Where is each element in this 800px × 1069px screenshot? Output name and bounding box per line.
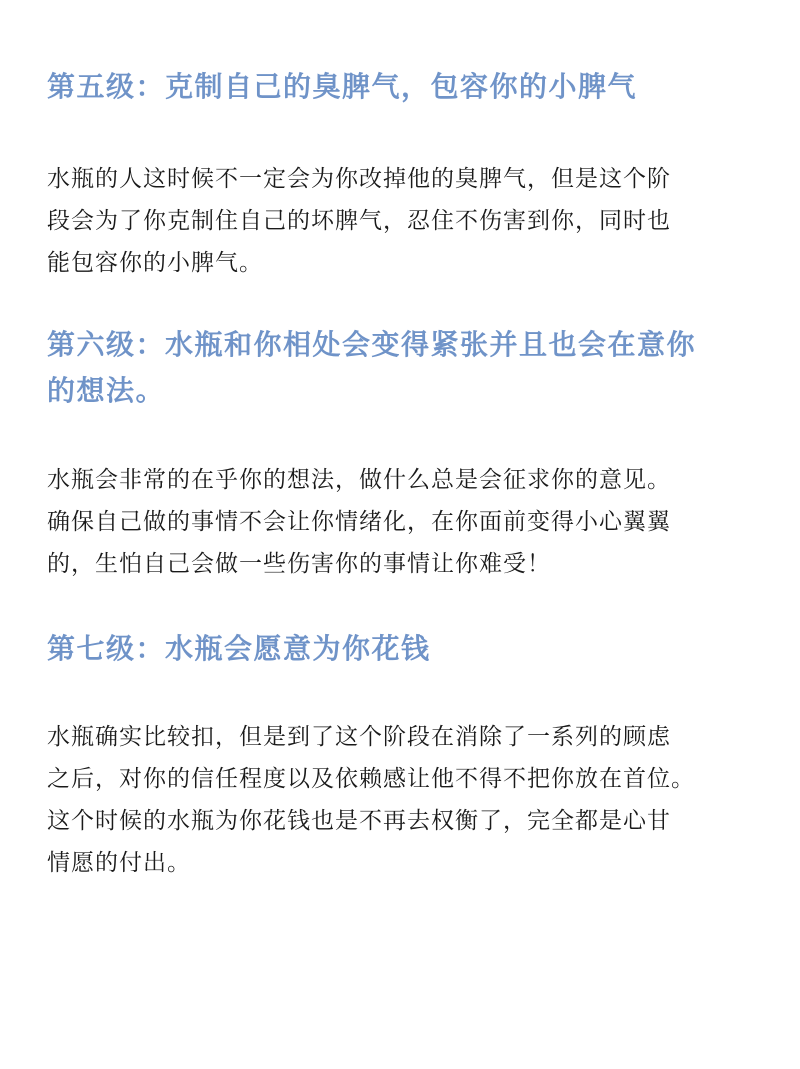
section-body-level-7	[47, 716, 759, 884]
heading-line: 第五级：克制自己的臭脾气，包容你的小脾气	[47, 70, 638, 103]
body-line: 水瓶的人这时候不一定会为你改掉他的臭脾气，但是这个阶	[47, 166, 671, 192]
body-line: 段会为了你克制住自己的坏脾气，忍住不伤害到你，同时也	[47, 208, 671, 234]
section-body-level-6	[47, 459, 759, 585]
heading-line: 第六级：水瓶和你相处会变得紧张并且也会在意你	[47, 328, 697, 361]
heading-line: 的想法。	[47, 374, 166, 407]
body-line: 这个时候的水瓶为你花钱也是不再去权衡了，完全都是心甘	[47, 808, 671, 834]
section-heading-level-5	[47, 64, 757, 110]
section-heading-level-7	[47, 626, 757, 672]
body-line: 确保自己做的事情不会让你情绪化，在你面前变得小心翼翼	[47, 509, 671, 535]
body-line: 情愿的付出。	[47, 850, 191, 876]
body-line: 能包容你的小脾气。	[47, 250, 263, 276]
heading-line: 第七级：水瓶会愿意为你花钱	[47, 632, 431, 665]
body-line: 之后，对你的信任程度以及依赖感让他不得不把你放在首位。	[47, 766, 695, 792]
body-line: 水瓶会非常的在乎你的想法，做什么总是会征求你的意见。	[47, 467, 671, 493]
body-line: 的，生怕自己会做一些伤害你的事情让你难受！	[47, 551, 551, 577]
section-heading-level-6	[47, 322, 757, 414]
section-body-level-5	[47, 158, 759, 284]
body-line: 水瓶确实比较扣，但是到了这个阶段在消除了一系列的顾虑	[47, 724, 671, 750]
